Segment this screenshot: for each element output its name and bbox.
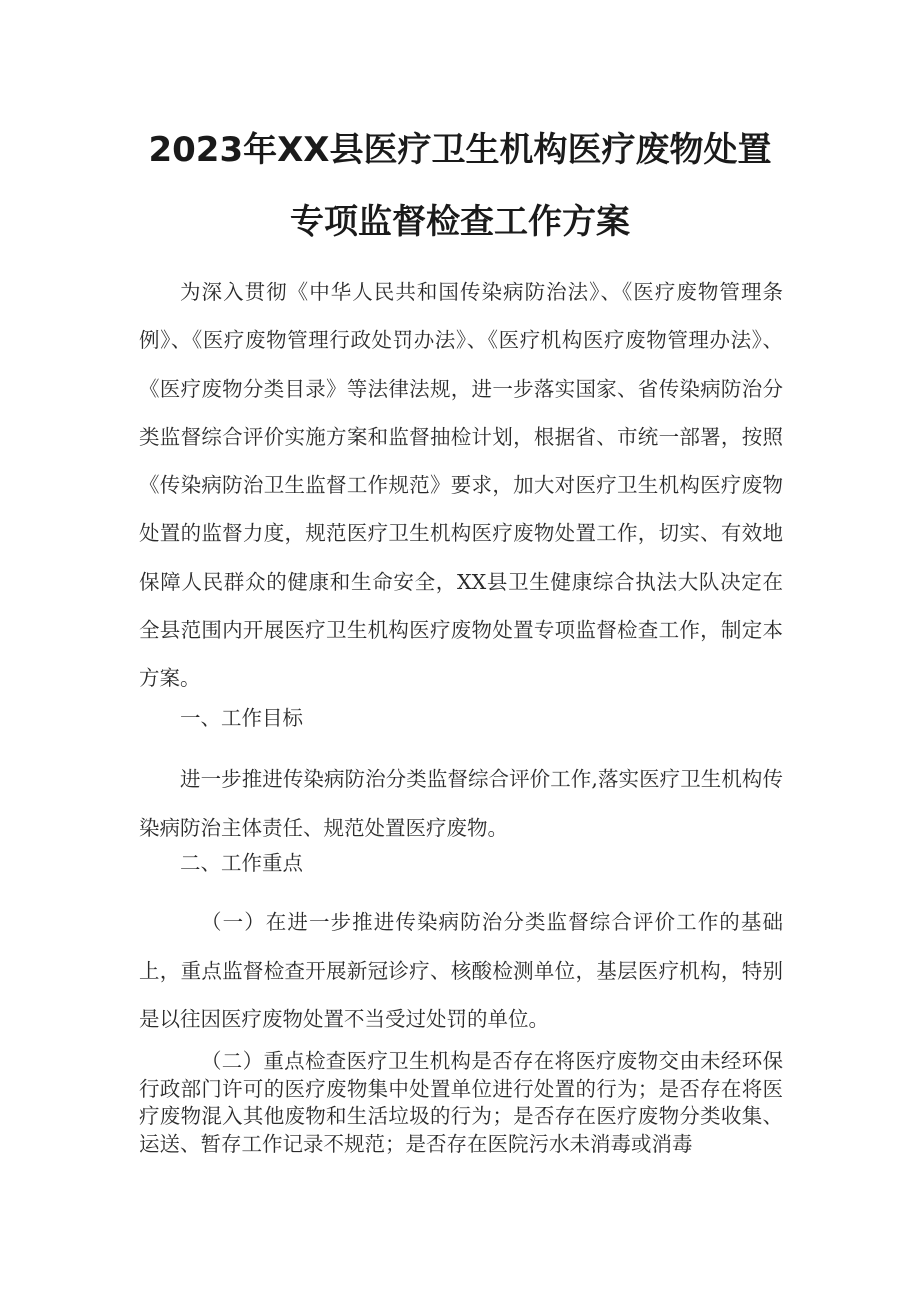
- section2-heading: 二、工作重点: [180, 851, 303, 875]
- section1-heading: 一、工作目标: [180, 706, 303, 730]
- intro-paragraph: 为深入贯彻《中华人民共和国传染病防治法》、《医疗废物管理条例》、《医疗废物管理行政处罚办法》、《医疗机构医疗废物管理办法》、《医疗废物分类目录》等法律法规，进一步落实国家、省传染病防治分类监督综合评价实施方案和监督抽检计划，根据省、市统一部署，按照《传染病防治卫生监督工作规范》要求，加大对医疗卫生机构医疗废物处置的监督力度，规范医疗卫生机构医疗废物处置工作，切实、有效地保障人民群众的健康和生命安全，XX县卫生健康综合执法大队决定在全县范围内开展医疗卫生机构医疗废物处置专项监督检查工作，制定本方案。: [139, 280, 783, 691]
- document-title-line1: 2023年XX县医疗卫生机构医疗废物处置: [148, 130, 772, 170]
- document-title-line2: 专项监督检查工作方案: [290, 202, 630, 242]
- section1-paragraph: 进一步推进传染病防治分类监督综合评价工作,落实医疗卫生机构传染病防治主体责任、规范处置医疗废物。: [139, 767, 783, 840]
- section2-item1-paragraph: （一）在进一步推进传染病防治分类监督综合评价工作的基础上，重点监督检查开展新冠诊疗、核酸检测单位，基层医疗机构，特别是以往因医疗废物处置不当受过处罚的单位。: [139, 910, 783, 1031]
- section2-item2-paragraph: （二）重点检查医疗卫生机构是否存在将医疗废物交由未经环保行政部门许可的医疗废物集中处置单位进行处置的行为；是否存在将医疗废物混入其他废物和生活垃圾的行为；是否存在医疗废物分类收集、运送、暂存工作记录不规范；是否存在医院污水未消毒或消毒: [139, 1049, 783, 1156]
